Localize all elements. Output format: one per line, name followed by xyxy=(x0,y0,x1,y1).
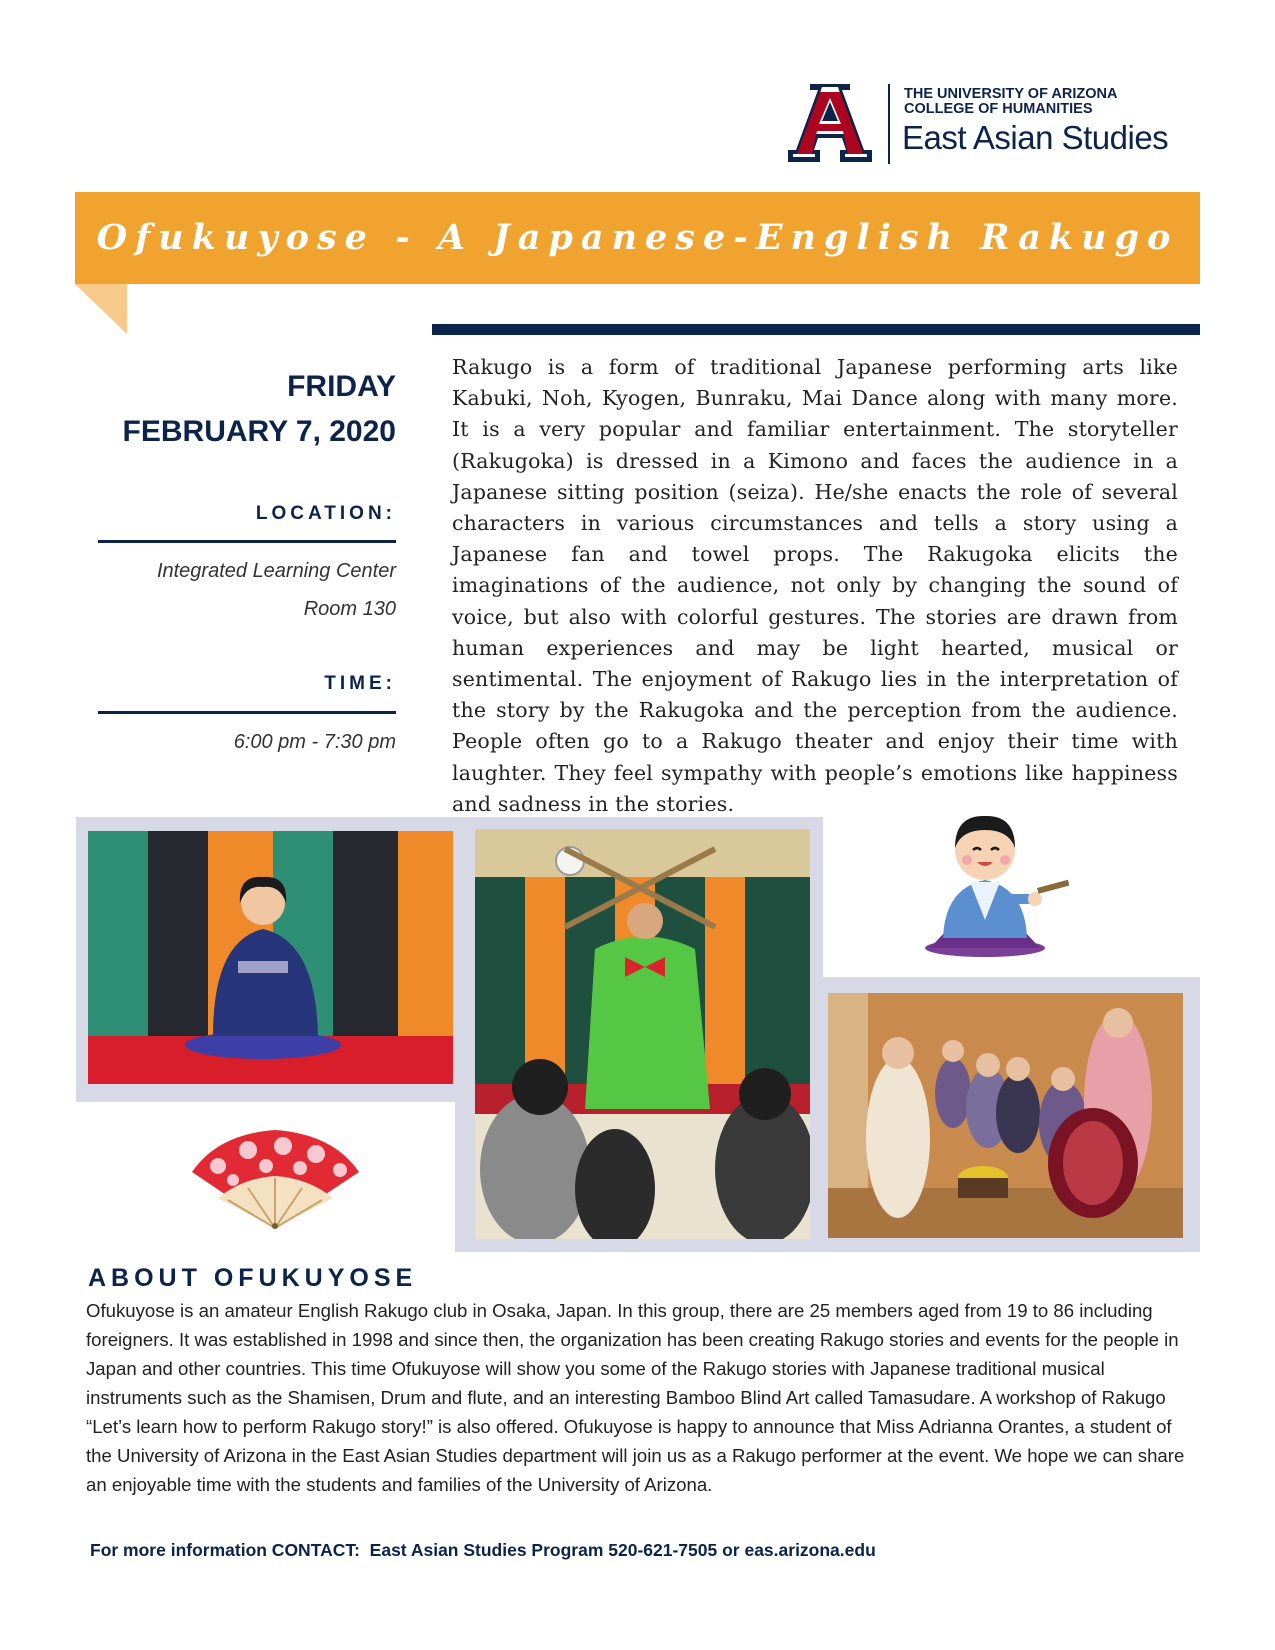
location-building: Integrated Learning Center xyxy=(156,560,396,582)
photo-frame-2 xyxy=(455,817,823,1252)
university-logo xyxy=(788,84,1208,164)
logo-college-name: COLLEGE OF HUMANITIES xyxy=(904,101,1093,117)
photo-frame-1 xyxy=(76,817,462,1102)
title-emphasis: Rakugo xyxy=(980,217,1179,258)
event-day: FRIDAY xyxy=(287,370,396,403)
section-divider-bar xyxy=(432,324,1200,335)
about-heading: ABOUT OFUKUYOSE xyxy=(88,1264,418,1292)
logo-department-name: East Asian Studies xyxy=(902,119,1169,156)
rakugo-performer-illustration-icon xyxy=(915,800,1075,960)
event-time: 6:00 pm - 7:30 pm xyxy=(233,731,396,753)
time-label: TIME: xyxy=(324,673,396,694)
block-a-logo-icon xyxy=(788,84,872,162)
time-rule xyxy=(98,711,396,714)
rakugo-description: Rakugo is a form of traditional Japanese performing arts like Kabuki, Noh, Kyogen, Bunraku, Mai Dance along with many more. It is a very popular and familiar entertainment. The storyteller (Rakugoka) is dressed in a Kimono and faces the audience in a Japanese sitting position (seiza). He/she enacts the role of several characters in various circumstances and tells a story using a Japanese fan and towel props. The Rakugoka elicits the imaginations of the audience, not only by changing the sound of voice, but also with colorful gestures. The stories are drawn from human experiences and may be light hearted, musical or sentimental. The enjoyment of Rakugo lies in the interpretation of the story by the Rakugoka and the perception from the audience. People often go to a Rakugo theater and enjoy their time with laughter. They feel sympathy with people’s emotions like happiness and sadness in the stories. xyxy=(452,355,1178,816)
event-title xyxy=(75,192,1200,284)
tamasudare-performer-photo xyxy=(475,829,810,1239)
japanese-fan-illustration-icon xyxy=(188,1128,363,1230)
logo-divider xyxy=(888,84,890,164)
title-main: Ofukuyose - A Japanese-English xyxy=(96,217,981,258)
title-banner xyxy=(75,192,1200,284)
location-rule xyxy=(98,540,396,543)
photo-frame-3 xyxy=(818,977,1200,1252)
about-paragraph: Ofukuyose is an amateur English Rakugo club in Osaka, Japan. In this group, there are 25 members aged from 19 to 86 including foreigners. It was established in 1998 and since then, the organization has been creating Rakugo stories and events for the people in Japan and other countries. This time Ofukuyose will show you some of the Rakugo stories with Japanese traditional musical instruments such as the Shamisen, Drum and flute, and an interesting Bamboo Blind Art called Tamasudare. A workshop of Rakugo “Let’s learn how to perform Rakugo story!” is also offered. Ofukuyose is happy to announce that Miss Adrianna Orantes, a student of the University of Arizona in the East Asian Studies department will join us as a Rakugo performer at the event. We hope we can share an enjoyable time with the students and families of the University of Arizona. xyxy=(86,1300,1185,1495)
kneeling-performer-photo xyxy=(88,831,453,1084)
banner-fold-decoration xyxy=(75,284,127,334)
location-label: LOCATION: xyxy=(255,503,396,524)
logo-university-name: THE UNIVERSITY OF ARIZONA xyxy=(904,86,1118,102)
contact-info: For more information CONTACT: East Asian Studies Program 520-621-7505 or eas.arizona.edu xyxy=(90,1540,876,1560)
location-room: Room 130 xyxy=(303,598,396,620)
event-date: FEBRUARY 7, 2020 xyxy=(122,415,396,448)
musicians-photo xyxy=(828,993,1183,1238)
